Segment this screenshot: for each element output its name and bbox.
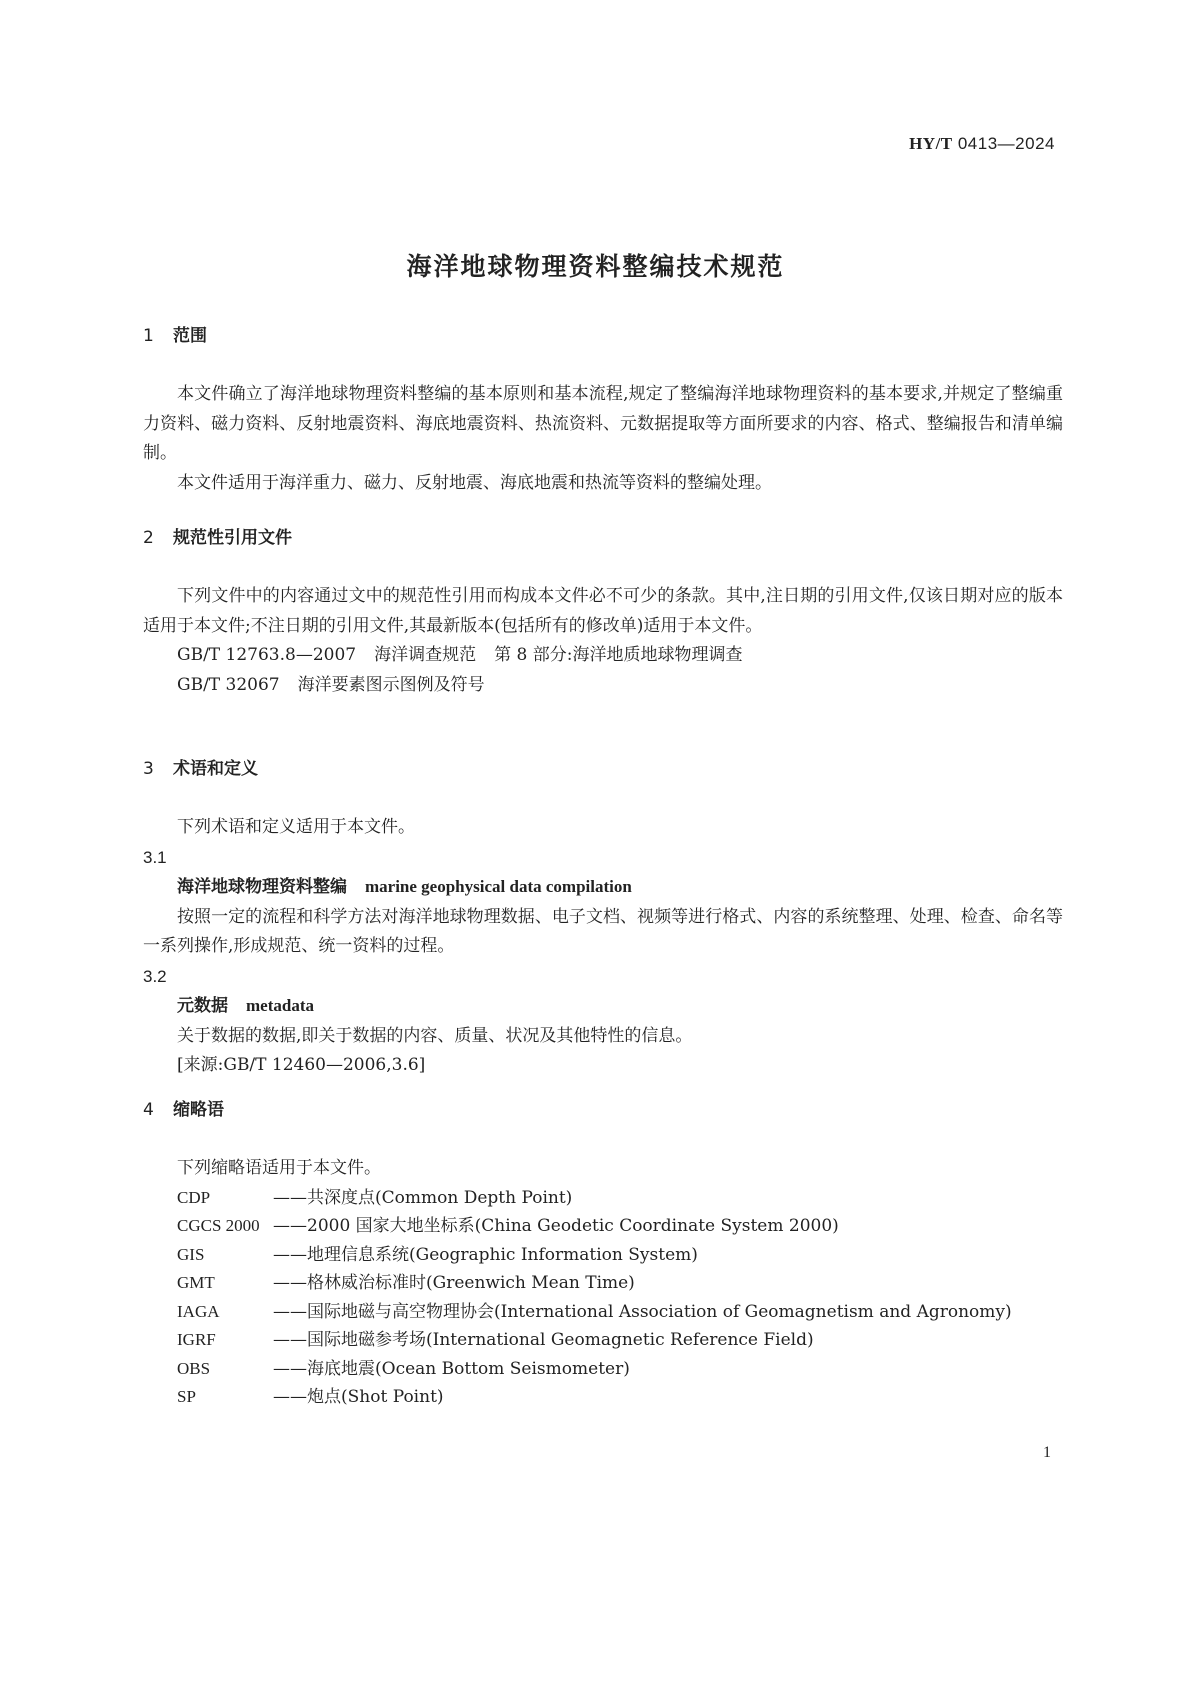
section-number: 1 (143, 326, 154, 346)
abbreviation-term: CGCS 2000 (177, 1216, 260, 1235)
term-number: 3.1 (143, 847, 167, 867)
abbreviation-term: IAGA (177, 1301, 220, 1321)
term-number: 3.2 (143, 966, 167, 986)
abbreviation-term: CDP (177, 1187, 211, 1207)
term-definition: 按照一定的流程和科学方法对海洋地球物理数据、电子文档、视频等进行格式、内容的系统整理、处理、检查、命名等一系列操作,形成规范、统一资料的过程。 (143, 906, 1063, 956)
abbreviation-term: GIS (177, 1244, 205, 1264)
term-source: [来源:GB/T 12460—2006,3.6] (177, 1055, 426, 1075)
reference-title: 海洋调查规范 (374, 645, 477, 665)
abbreviation-row (143, 1269, 1063, 1298)
section-3-heading (143, 755, 1063, 783)
abbreviation-description: ——格林威治标准时(Greenwich Mean Time) (273, 1273, 635, 1293)
abbreviation-term: OBS (177, 1358, 211, 1378)
section-title: 术语和定义 (173, 759, 258, 779)
abbreviation-row (143, 1298, 1063, 1327)
reference-title: 海洋要素图示图例及符号 (297, 674, 485, 695)
section-number: 4 (143, 1100, 154, 1120)
section-2 (143, 524, 1063, 700)
abbreviation-row (143, 1184, 1063, 1213)
section-4 (143, 1096, 1063, 1412)
document-code-prefix: HY/T (909, 134, 953, 153)
term-en: marine geophysical data compilation (365, 877, 632, 896)
section-1-paragraph-1: 本文件确立了海洋地球物理资料整编的基本原则和基本流程,规定了整编海洋地球物理资料的基本要求,并规定了整编重力资料、磁力资料、反射地震资料、海底地震资料、热流资料、元数据提取等方面所要求的内容、格式、整编报告和清单编制。 (143, 384, 1063, 463)
term-heading (143, 872, 1063, 903)
abbreviation-description: ——2000 国家大地坐标系(China Geodetic Coordinate System 2000) (273, 1216, 839, 1236)
reference-code: GB/T 12763.8—2007 (177, 645, 357, 665)
term-en: metadata (246, 996, 314, 1015)
abbreviation-term: GMT (177, 1273, 215, 1292)
abbreviation-row (143, 1212, 1063, 1241)
section-4-heading (143, 1096, 1063, 1124)
abbreviation-row (143, 1326, 1063, 1355)
document-code (909, 134, 1055, 154)
section-title: 缩略语 (173, 1100, 224, 1120)
abbreviation-term: SP (177, 1387, 196, 1406)
abbreviation-list (143, 1184, 1063, 1412)
term-zh: 海洋地球物理资料整编 (177, 877, 347, 897)
abbreviation-row (143, 1383, 1063, 1412)
section-title: 规范性引用文件 (173, 528, 292, 548)
normative-reference-2 (143, 671, 1063, 701)
page-number: 1 (1043, 1444, 1051, 1461)
term-heading (143, 991, 1063, 1022)
section-2-paragraph-1: 下列文件中的内容通过文中的规范性引用而构成本文件必不可少的条款。其中,注日期的引用文件,仅该日期对应的版本适用于本文件;不注日期的引用文件,其最新版本(包括所有的修改单)适用于本文件。 (143, 586, 1063, 636)
section-number: 3 (143, 759, 154, 779)
section-3-intro: 下列术语和定义适用于本文件。 (177, 817, 415, 837)
abbreviation-row (143, 1355, 1063, 1384)
abbreviation-description: ——海底地震(Ocean Bottom Seismometer) (273, 1358, 630, 1379)
term-definition: 关于数据的数据,即关于数据的内容、质量、状况及其他特性的信息。 (177, 1025, 693, 1046)
section-3 (143, 755, 1063, 1081)
section-2-heading (143, 524, 1063, 552)
abbreviation-description: ——炮点(Shot Point) (273, 1387, 444, 1407)
term-zh: 元数据 (177, 996, 228, 1016)
abbreviation-description: ——地理信息系统(Geographic Information System) (273, 1244, 698, 1265)
section-1-paragraph-2: 本文件适用于海洋重力、磁力、反射地震、海底地震和热流等资料的整编处理。 (177, 472, 772, 493)
reference-code: GB/T 32067 (177, 674, 280, 695)
section-title: 范围 (173, 326, 207, 346)
page-title: 海洋地球物理资料整编技术规范 (406, 252, 785, 281)
section-4-intro: 下列缩略语适用于本文件。 (177, 1158, 381, 1178)
document-code-number: 0413—2024 (952, 134, 1055, 153)
abbreviation-term: IGRF (177, 1330, 216, 1349)
section-1-heading (143, 322, 1063, 350)
reference-part: 第 8 部分:海洋地质地球物理调查 (494, 645, 743, 665)
abbreviation-description: ——国际地磁参考场(International Geomagnetic Reference Field) (273, 1330, 814, 1350)
normative-reference-1 (143, 641, 1063, 671)
abbreviation-description: ——共深度点(Common Depth Point) (273, 1187, 573, 1208)
abbreviation-description: ——国际地磁与高空物理协会(International Association of Geomagnetism and Agronomy) (273, 1301, 1012, 1322)
section-number: 2 (143, 528, 154, 548)
abbreviation-row (143, 1241, 1063, 1270)
section-1 (143, 322, 1063, 498)
